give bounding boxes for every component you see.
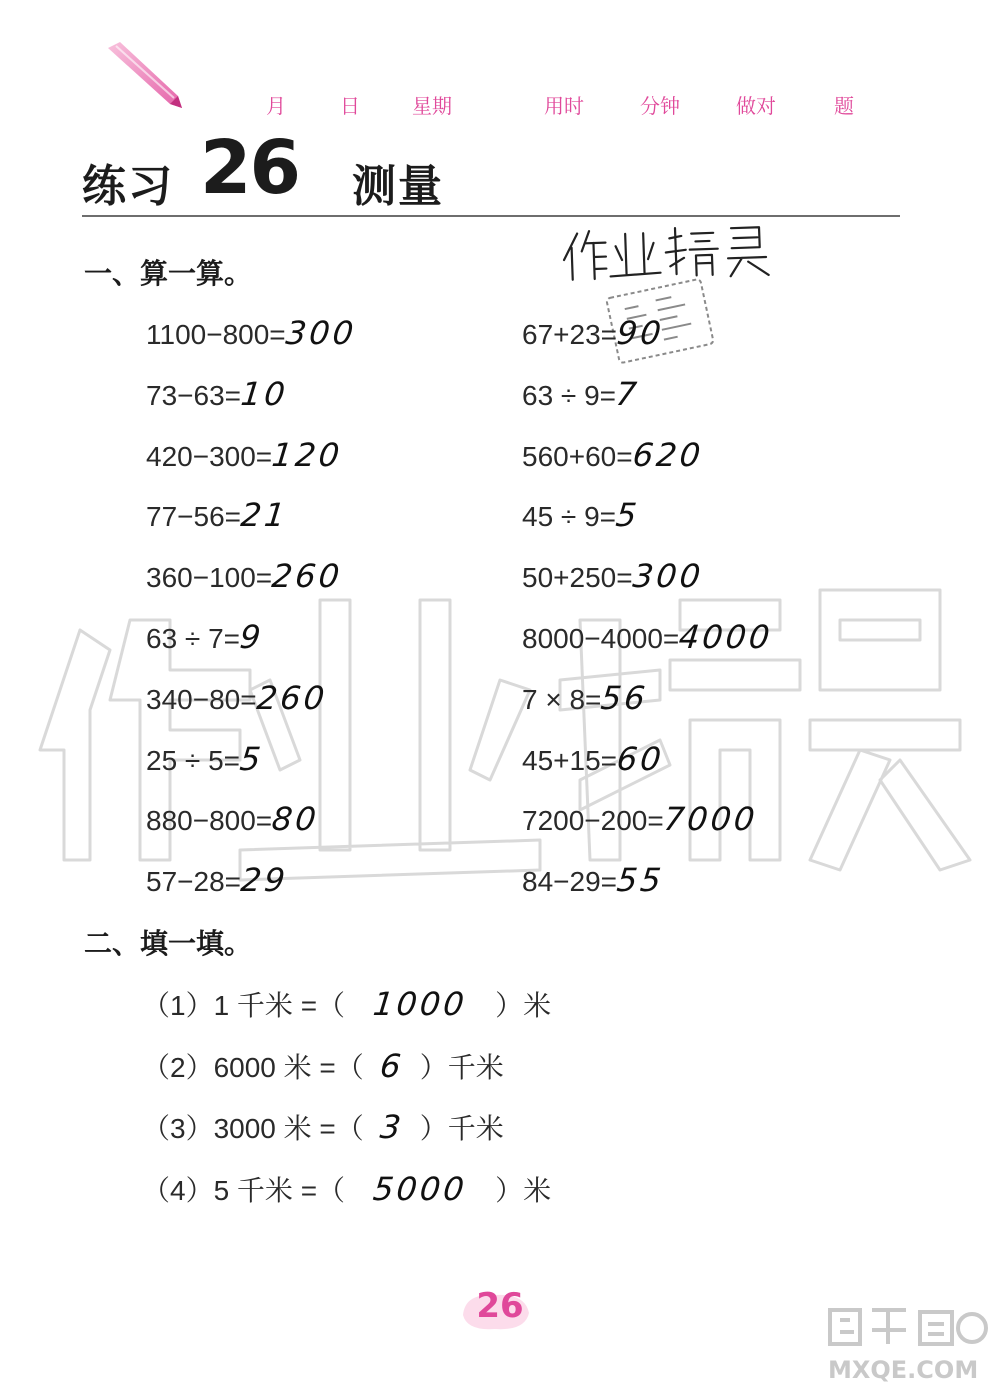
logo-text: MXQE.COM — [828, 1356, 979, 1384]
calc-row — [522, 800, 760, 839]
exercise-title: 测量 — [352, 161, 444, 212]
calc-row — [146, 375, 288, 413]
correct-label: 做对 — [736, 94, 776, 118]
fill-prompt: （1）1 千米 =（ — [142, 990, 346, 1021]
fill-unit: ）米 — [495, 1174, 552, 1206]
equation: 63 ÷ 7= — [146, 623, 240, 654]
handwritten-answer: 260 — [254, 678, 329, 717]
calc-row — [522, 496, 642, 535]
equation: 84−29= — [522, 866, 617, 898]
handwritten-answer: 21 — [239, 496, 290, 535]
handwritten-answer: 120 — [270, 435, 345, 474]
calc-row — [146, 800, 319, 838]
equation: 420−300= — [146, 440, 273, 472]
calc-row — [146, 314, 356, 352]
handwritten-answer: 80 — [270, 800, 321, 839]
handwritten-answer: 3 — [378, 1108, 406, 1146]
equation: 340−80= — [146, 683, 257, 715]
fill-unit: ）千米 — [419, 1051, 504, 1083]
weekday-label: 星期 — [412, 94, 452, 118]
equation: 63 ÷ 9= — [522, 379, 616, 411]
handwritten-answer: 4000 — [677, 618, 775, 656]
handwritten-answer: 90 — [615, 314, 666, 352]
handwritten-answer: 60 — [615, 739, 666, 778]
handwritten-answer: 9 — [238, 618, 266, 656]
calc-row — [146, 496, 288, 534]
equation: 360−100= — [146, 562, 273, 594]
minute-label: 分钟 — [640, 94, 680, 118]
equation: 57−28= — [146, 866, 241, 898]
handwritten-answer: 300 — [283, 314, 358, 352]
handwritten-answer: 5000 — [371, 1169, 469, 1208]
fill-prompt: （2）6000 米 =（ — [142, 1051, 364, 1083]
calc-row — [522, 436, 703, 474]
calc-row — [522, 557, 703, 595]
calc-row — [522, 314, 664, 352]
calc-row — [146, 679, 327, 717]
handwritten-answer: 5 — [238, 739, 266, 778]
equation: 73−63= — [146, 379, 241, 411]
handwritten-answer: 6 — [378, 1046, 406, 1085]
calc-row — [146, 618, 266, 656]
handwritten-answer: 7000 — [661, 800, 760, 839]
site-logo — [820, 1300, 990, 1386]
handwritten-answer: 29 — [239, 861, 290, 900]
fill-row — [142, 1169, 551, 1209]
pencil-icon — [98, 38, 188, 110]
fill-unit: ）千米 — [419, 1113, 504, 1144]
page-number: 26 — [476, 1286, 524, 1326]
equation: 880−800= — [146, 805, 273, 837]
calc-row — [522, 618, 773, 656]
equation: 50+250= — [522, 562, 633, 594]
calc-row — [522, 740, 664, 778]
handwritten-answer: 260 — [270, 557, 345, 596]
fill-row — [142, 1107, 504, 1147]
calc-row — [146, 739, 266, 778]
watermark — [20, 560, 980, 890]
handwritten-answer: 1000 — [371, 985, 469, 1023]
handwritten-answer: 300 — [630, 557, 705, 596]
question-label: 题 — [834, 94, 854, 118]
calc-row — [522, 374, 642, 413]
fill-prompt: （4）5 千米 =（ — [142, 1174, 346, 1206]
section1-heading: 一、算一算。 — [84, 257, 253, 290]
handwritten-answer: 10 — [239, 374, 290, 413]
fill-row — [142, 984, 551, 1024]
fill-prompt: （3）3000 米 =（ — [142, 1113, 364, 1144]
title-prefix: 练习 — [82, 161, 174, 212]
equation: 7 × 8= — [522, 683, 602, 715]
month-label: 月 — [266, 94, 286, 118]
time-used-label: 用时 — [544, 94, 584, 118]
calc-row — [522, 861, 664, 899]
calc-row — [146, 435, 345, 474]
fill-unit: ）米 — [495, 990, 552, 1021]
handwritten-answer: 56 — [599, 678, 651, 717]
handwritten-answer: 7 — [614, 374, 642, 413]
equation: 45 ÷ 9= — [522, 501, 616, 533]
equation: 77−56= — [146, 501, 241, 533]
equation: 1100−800= — [146, 319, 286, 350]
title-divider — [82, 215, 900, 217]
equation: 8000−4000= — [522, 623, 680, 654]
calc-row — [522, 678, 651, 717]
equation: 45+15= — [522, 744, 617, 776]
exercise-number: 26 — [200, 125, 299, 211]
equation: 560+60= — [522, 440, 633, 472]
handwritten-answer: 5 — [614, 496, 642, 535]
fill-row — [142, 1046, 504, 1086]
calc-row — [146, 861, 288, 899]
handwritten-answer: 620 — [630, 435, 705, 474]
calc-row — [146, 557, 345, 596]
equation: 25 ÷ 5= — [146, 744, 240, 776]
equation: 7200−200= — [522, 805, 664, 837]
day-label: 日 — [340, 94, 360, 118]
section2-heading: 二、填一填。 — [84, 927, 253, 960]
equation: 67+23= — [522, 319, 617, 350]
handwritten-answer: 55 — [615, 861, 666, 900]
